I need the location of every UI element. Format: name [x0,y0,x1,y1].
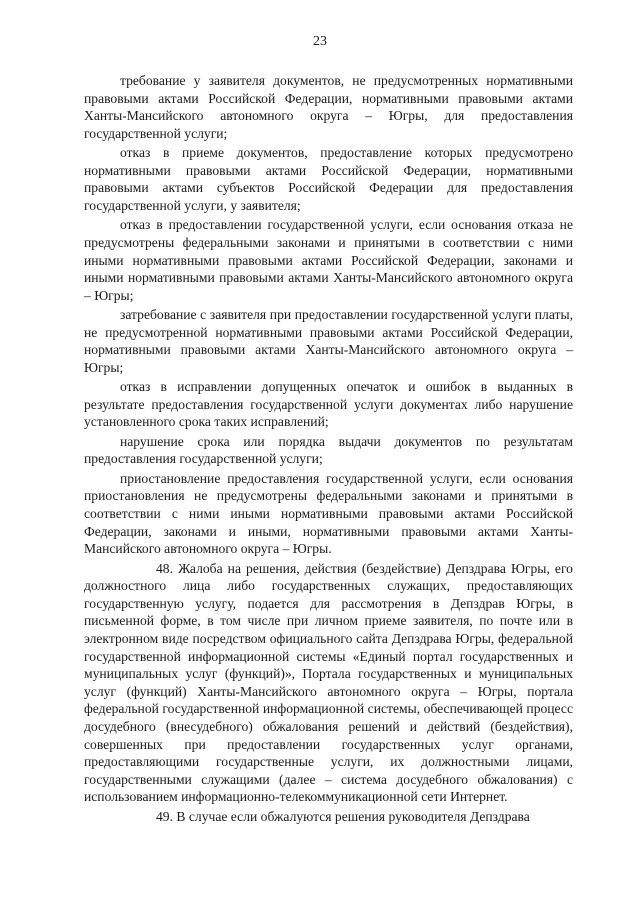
paragraph-text: требование у заявителя документов, не предусмотренных нормативными правовыми актами Российской Федерации, нормативными правовыми актами Ханты-Мансийского автономного округа – Югры, для предоставления государственной услуги; [84,73,573,141]
paragraph [84,306,573,376]
paragraph [84,72,573,142]
document-text [84,72,573,827]
paragraph [84,144,573,214]
paragraph-text: отказ в предоставлении государственной услуги, если основания отказа не предусмотрены федеральными законами и принятыми в соответствии с ними иными нормативными правовыми актами Российской Федерации, законами и иными нормативными правовыми актами Ханты-Мансийского автономного округа – Югры; [84,217,573,303]
paragraph [84,216,573,304]
paragraph [84,470,573,558]
paragraph-text: нарушение срока или порядка выдачи документов по результатам предоставления государственной услуги; [84,433,573,467]
paragraph-text: затребование с заявителя при предоставлении государственной услуги платы, не предусмотренной нормативными правовыми актами Российской Федерации, нормативными правовыми актами Ханты-Мансийского автономного округа – Югры; [84,307,573,375]
item-number: 48. [156,560,173,576]
paragraph [84,378,573,431]
paragraph-text: отказ в исправлении допущенных опечаток и ошибок в выданных в результате предоставления государственной услуги документах либо нарушение установленного срока таких исправлений; [84,379,573,430]
numbered-paragraph-49 [84,808,573,826]
item-number: 49. [156,808,173,824]
page-number: 23 [313,34,327,49]
numbered-paragraph-48 [84,560,573,806]
paragraph-text: приостановление предоставления государственной услуги, если основания приостановления не предусмотрены федеральными законами и принятыми в соответствии с ними иными нормативными правовыми актами Российской Федерации, законами и иными, нормативными правовыми актами Ханты-Мансийского автономного округа – Югры. [84,470,573,557]
paragraph [84,433,573,468]
paragraph-text: Жалоба на решения, действия (бездействие) Депздрава Югры, его должностного лица либо государственных служащих, предоставляющих государственную услугу, подается для рассмотрения в Депздрав Югры, в письменной форме, в том числе при личном приеме заявителя, по почте или в электронном виде посредством официального сайта Депздрава Югры, федеральной государственной информационной системы «Единый портал государственных и муниципальных услуг (функций)», Портала государственных и муниципальных услуг (функций) Ханты-Мансийского автономного округа – Югры, портала федеральной государственной информационной системы, обеспечивающей процесс досудебного (внесудебного) обжалования решений и действий (бездействия), совершенных при предоставлении государственных услуг органами, предоставляющими государственные услуги, их должностными лицами, государственными служащими (далее – система досудебного обжалования) с использованием информационно-телекоммуникационной сети Интернет. [84,560,573,805]
paragraph-text: В случае если обжалуются решения руководителя Депздрава [176,808,530,824]
paragraph-text: отказ в приеме документов, предоставление которых предусмотрено нормативными правовыми актами Российской Федерации, нормативными правовыми актами субъектов Российской Федерации для предоставления государственной услуги, у заявителя; [84,145,573,213]
